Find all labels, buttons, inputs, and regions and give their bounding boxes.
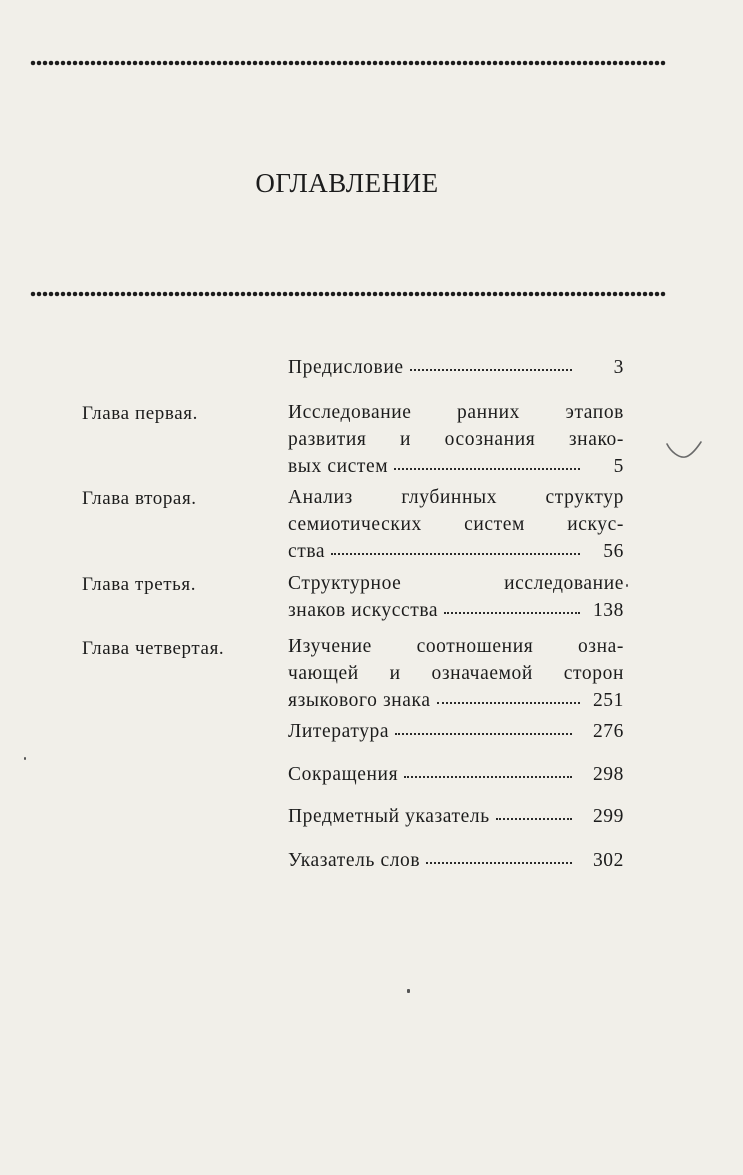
dot-leader [444, 612, 580, 614]
toc-entry-title: Предметный указатель [288, 806, 490, 827]
toc-entry-chapter-4[interactable] [288, 633, 624, 714]
pencil-check-mark-icon [665, 438, 703, 462]
toc-entry-subject-index[interactable] [288, 803, 624, 830]
page-title: ОГЛАВЛЕНИЕ [255, 168, 439, 198]
toc-entry-abbreviations[interactable] [288, 761, 624, 788]
toc-entry-literature[interactable] [288, 718, 624, 745]
ornament-rule-top [30, 60, 666, 66]
toc-entry-line: семиотических систем искус- [288, 514, 624, 535]
print-speck [626, 584, 628, 587]
chapter-label: Глава первая. [82, 403, 198, 424]
toc-page-number: 56 [603, 541, 624, 562]
toc-page-number: 5 [613, 456, 624, 477]
toc-entry-line: Анализ глубинных структур [288, 487, 624, 508]
toc-page-number: 276 [592, 721, 624, 742]
print-speck [407, 989, 410, 993]
toc-page-number: 3 [613, 357, 624, 378]
toc-entry-preface[interactable] [288, 354, 624, 381]
toc-entry-line: Исследование ранних этапов [288, 402, 624, 423]
toc-entry-title: вых систем [288, 456, 389, 477]
chapter-label: Глава третья. [82, 574, 197, 595]
chapter-label: Глава четвертая. [82, 638, 225, 659]
toc-entry-title: языкового знака [288, 690, 431, 711]
toc-entry-line: Изучение соотношения озна- [288, 636, 624, 657]
dot-leader [410, 369, 572, 371]
dot-leader [395, 733, 572, 735]
toc-page-number: 138 [592, 600, 624, 621]
toc-entry-line: чающей и означаемой сторон [288, 663, 624, 684]
dot-leader [496, 818, 572, 820]
toc-entry-title: Литература [288, 721, 390, 742]
toc-entry-chapter-3[interactable] [288, 570, 624, 624]
toc-entry-chapter-1[interactable] [288, 399, 624, 480]
toc-page-number: 299 [592, 806, 624, 827]
toc-entry-title: Указатель слов [288, 850, 421, 871]
dot-leader [404, 776, 572, 778]
ornament-rule-bottom [30, 291, 666, 297]
print-speck [24, 757, 26, 760]
toc-page-number: 298 [592, 764, 624, 785]
toc-entry-title: Предисловие [288, 357, 404, 378]
toc-entry-line: развития и осознания знако- [288, 429, 624, 450]
dot-leader [331, 553, 580, 555]
dot-leader [426, 862, 572, 864]
toc-entry-title: Сокращения [288, 764, 399, 785]
toc-entry-title: знаков искусства [288, 600, 439, 621]
toc-entry-word-index[interactable] [288, 847, 624, 874]
chapter-label: Глава вторая. [82, 488, 197, 509]
toc-entry-line: Структурное исследование [288, 573, 624, 594]
toc-entry-chapter-2[interactable] [288, 484, 624, 565]
toc-page-number: 251 [592, 690, 624, 711]
dot-leader [437, 702, 580, 704]
toc-entry-title: ства [288, 541, 326, 562]
toc-page-number: 302 [592, 850, 624, 871]
dot-leader [394, 468, 580, 470]
